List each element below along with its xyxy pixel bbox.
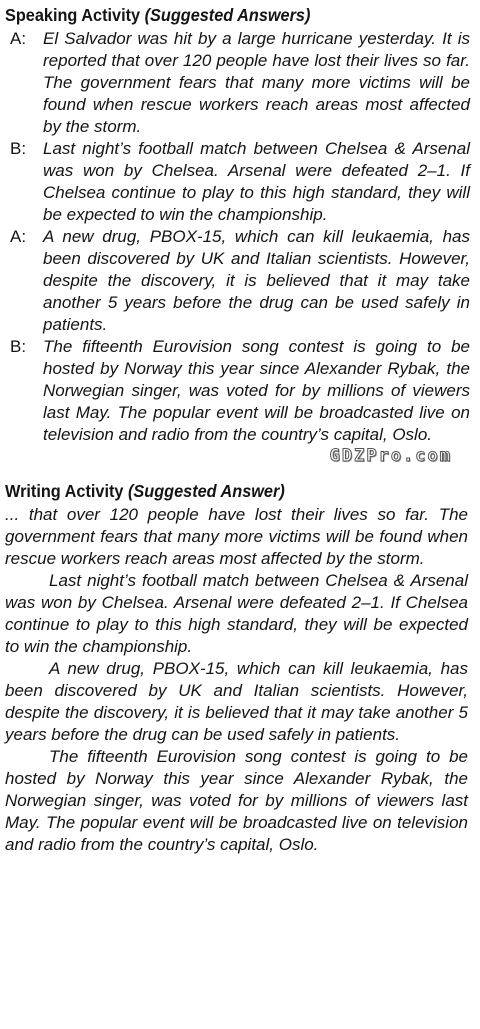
writing-paragraph: Last night’s football match between Chelsea & Arsenal was won by Chelsea. Arsenal were defeated 2–1. If Chelsea continue to play to this high standard, they will be expected to win the championship. [5, 571, 468, 656]
writing-activity-subtitle: (Suggested Answer) [127, 481, 285, 501]
speaking-activity-title: Speaking Activity [5, 5, 141, 25]
speaking-dialogue [5, 28, 470, 446]
dialogue-line [5, 138, 470, 226]
writing-activity-heading [5, 480, 437, 502]
watermark-text: GDZPro.com [329, 446, 452, 466]
writing-paragraph: A new drug, PBOX-15, which can kill leukaemia, has been discovered by UK and Italian scientists. However, despite the discovery, it is believed that it may take another 5 years before the drug can be used safely in patients. [5, 659, 468, 744]
speaker-label: B: [10, 337, 27, 356]
watermark-row [5, 446, 470, 480]
writing-answer [5, 504, 470, 856]
dialogue-line [5, 336, 470, 446]
dialogue-text: El Salvador was hit by a large hurricane yesterday. It is reported that over 120 people have lost their lives so far. The government fears that many more victims will be found when rescue workers reach areas most affected by the storm. [43, 29, 470, 136]
speaker-label: B: [10, 139, 27, 158]
writing-paragraph: The fifteenth Eurovision song contest is going to be hosted by Norway this year since Alexander Rybak, the Norwegian singer, was voted for by millions of viewers last May. The popular event will be broadcasted live on television and radio from the country’s capital, Oslo. [5, 747, 468, 854]
writing-paragraph: ... that over 120 people have lost their lives so far. The government fears that many more victims will be found when rescue workers reach areas most affected by the storm. [5, 505, 468, 568]
speaking-activity-subtitle: (Suggested Answers) [144, 5, 311, 25]
dialogue-text: A new drug, PBOX-15, which can kill leukaemia, has been discovered by UK and Italian scientists. However, despite the discovery, it is believed that it may take another 5 years before the drug can be used safely in patients. [43, 227, 470, 334]
speaker-label: A: [10, 29, 27, 48]
dialogue-text: The fifteenth Eurovision song contest is going to be hosted by Norway this year since Alexander Rybak, the Norwegian singer, was voted for by millions of viewers last May. The popular event will be broadcasted live on television and radio from the country’s capital, Oslo. [43, 337, 470, 444]
speaking-activity-heading [5, 4, 437, 26]
dialogue-text: Last night’s football match between Chelsea & Arsenal was won by Chelsea. Arsenal were defeated 2–1. If Chelsea continue to play to this high standard, they will be expected to win the championship. [43, 139, 470, 224]
speaker-label: A: [10, 227, 27, 246]
writing-activity-title: Writing Activity [5, 481, 124, 501]
dialogue-line [5, 28, 470, 138]
dialogue-line [5, 226, 470, 336]
